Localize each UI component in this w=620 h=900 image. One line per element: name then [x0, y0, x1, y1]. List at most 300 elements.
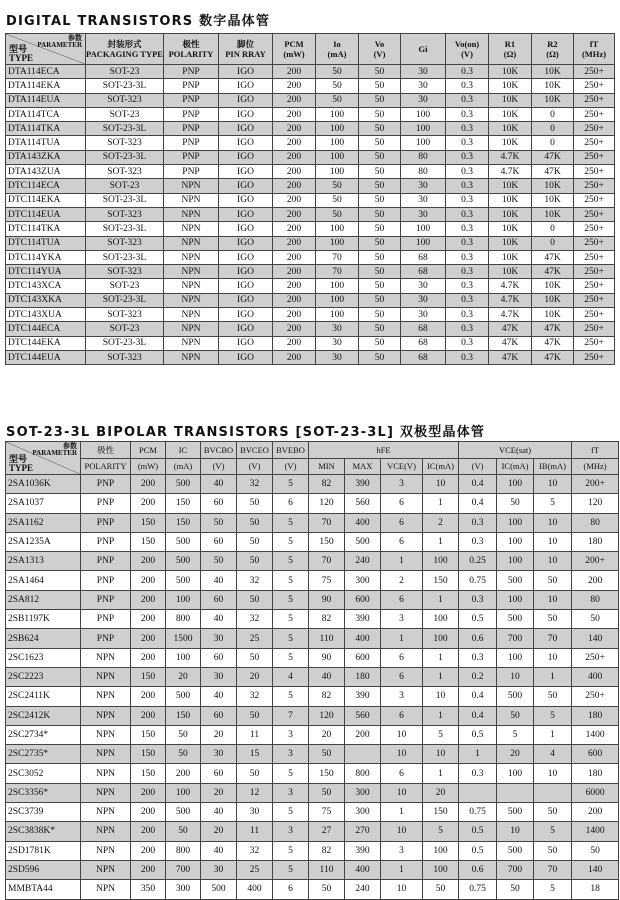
table-cell: 200+: [572, 552, 619, 571]
table-cell: 10K: [489, 207, 532, 221]
part-number-cell: 2SA812: [6, 590, 81, 609]
table-cell: 0.3: [446, 179, 489, 193]
table-cell: 500: [497, 803, 534, 822]
table-cell: 20: [201, 783, 237, 802]
table-cell: 100: [401, 122, 446, 136]
table-cell: 20: [201, 822, 237, 841]
table-row: [6, 236, 615, 250]
table-cell: 560: [345, 494, 381, 513]
table-cell: 100: [497, 552, 534, 571]
header-pcm: PCM (mW): [273, 34, 316, 65]
table-cell: NPN: [81, 880, 131, 899]
table-cell: 250+: [572, 648, 619, 667]
table-cell: 250+: [574, 322, 615, 336]
table-cell: 200: [131, 822, 166, 841]
table-cell: 30: [201, 745, 237, 764]
table-cell: 0.3: [446, 222, 489, 236]
table-cell: 200: [131, 494, 166, 513]
table-cell: 0.3: [446, 308, 489, 322]
table-cell: 1: [423, 706, 459, 725]
table-cell: [497, 783, 534, 802]
table-cell: 700: [497, 629, 534, 648]
part-number-cell: 2SA1313: [6, 552, 81, 571]
table-cell: 600: [345, 648, 381, 667]
header-vcesat-ic: IC(mA): [497, 458, 534, 475]
table-cell: 0.5: [459, 725, 497, 744]
part-number-cell: DTC144EKA: [6, 336, 86, 350]
table-cell: 250+: [574, 107, 615, 121]
table-cell: 5: [273, 648, 309, 667]
table-cell: PNP: [81, 494, 131, 513]
table-cell: 70: [316, 250, 359, 264]
corner-parameter-cn: 参数: [63, 442, 77, 450]
table-cell: 0: [532, 222, 574, 236]
table-cell: IGO: [219, 150, 273, 164]
table-cell: 100: [316, 165, 359, 179]
table-cell: 200: [273, 293, 316, 307]
table-cell: 500: [166, 475, 201, 494]
table-cell: 0.3: [459, 590, 497, 609]
table-cell: 100: [316, 122, 359, 136]
part-number-cell: 2SC2223: [6, 667, 81, 686]
table-cell: 30: [316, 336, 359, 350]
table-row: [6, 222, 615, 236]
table-cell: 0.4: [459, 706, 497, 725]
table-cell: 32: [237, 475, 273, 494]
table-cell: SOT-23-3L: [86, 79, 164, 93]
table-cell: NPN: [164, 293, 219, 307]
table-cell: 100: [316, 136, 359, 150]
table-cell: 300: [166, 880, 201, 899]
table-cell: 200: [273, 107, 316, 121]
table-row: [6, 648, 619, 667]
part-number-cell: DTA143ZUA: [6, 165, 86, 179]
table-cell: 10K: [532, 279, 574, 293]
table-cell: PNP: [164, 65, 219, 79]
table-cell: 50: [359, 279, 401, 293]
part-number-cell: DTC114EUA: [6, 207, 86, 221]
table-cell: 250+: [574, 179, 615, 193]
table-cell: 70: [316, 265, 359, 279]
part-number-cell: 2SC2412K: [6, 706, 81, 725]
header-ic: IC: [166, 442, 201, 459]
table-cell: 500: [497, 841, 534, 860]
header-ic-unit: (mA): [166, 458, 201, 475]
table-cell: 200: [273, 207, 316, 221]
table-cell: IGO: [219, 65, 273, 79]
table-cell: IGO: [219, 279, 273, 293]
table-cell: SOT-23-3L: [86, 122, 164, 136]
table-cell: 100: [166, 783, 201, 802]
table-cell: 250+: [574, 222, 615, 236]
table-cell: 3: [273, 783, 309, 802]
table-cell: NPN: [81, 667, 131, 686]
table-cell: 70: [309, 513, 345, 532]
table-cell: 0.75: [459, 571, 497, 590]
table-row: [6, 207, 615, 221]
table-cell: 30: [401, 279, 446, 293]
table-cell: 180: [345, 667, 381, 686]
table-cell: IGO: [219, 122, 273, 136]
table-cell: 150: [131, 725, 166, 744]
table-cell: 100: [497, 764, 534, 783]
table-cell: 240: [345, 552, 381, 571]
table-cell: 200: [131, 552, 166, 571]
table-cell: IGO: [219, 222, 273, 236]
table-cell: IGO: [219, 265, 273, 279]
table-cell: 10K: [489, 265, 532, 279]
table-cell: 0.3: [446, 165, 489, 179]
table-cell: 5: [273, 610, 309, 629]
table-cell: 6: [273, 494, 309, 513]
table-cell: 10: [534, 513, 572, 532]
table-cell: 200: [131, 687, 166, 706]
table-cell: NPN: [164, 222, 219, 236]
table-cell: 50: [497, 494, 534, 513]
table-cell: 30: [316, 322, 359, 336]
header-ft: fT: [572, 442, 619, 459]
part-number-cell: 2SA1162: [6, 513, 81, 532]
header-bvceo-unit: (V): [237, 458, 273, 475]
table-cell: 400: [345, 860, 381, 879]
table-cell: IGO: [219, 136, 273, 150]
table-cell: 250+: [574, 79, 615, 93]
table-cell: 15: [237, 745, 273, 764]
table-cell: 3: [381, 687, 423, 706]
table-cell: 6: [381, 590, 423, 609]
table-cell: 1: [423, 764, 459, 783]
header-hfe-max: MAX: [345, 458, 381, 475]
table-cell: 82: [309, 610, 345, 629]
table-cell: 10: [381, 725, 423, 744]
table-row: [6, 880, 619, 899]
table-cell: 200: [345, 725, 381, 744]
table-cell: 10: [534, 532, 572, 551]
table-cell: 200: [572, 571, 619, 590]
table-cell: 500: [166, 571, 201, 590]
table-cell: 200: [273, 265, 316, 279]
table-cell: 10: [381, 783, 423, 802]
table-cell: SOT-323: [86, 350, 164, 364]
table-cell: 47K: [532, 336, 574, 350]
table-cell: SOT-23: [86, 65, 164, 79]
table-cell: 200: [572, 803, 619, 822]
table-cell: 50: [359, 207, 401, 221]
header-polarity-cn: 极性: [81, 442, 131, 459]
table-cell: 5: [273, 532, 309, 551]
table-cell: 6: [381, 532, 423, 551]
table-cell: 100: [316, 293, 359, 307]
table-cell: 50: [497, 880, 534, 899]
table-cell: 140: [572, 860, 619, 879]
table-cell: NPN: [164, 193, 219, 207]
header-vcesat-v: (V): [459, 458, 497, 475]
table-cell: 5: [273, 803, 309, 822]
table-cell: SOT-23: [86, 322, 164, 336]
table-cell: 50: [237, 494, 273, 513]
table-cell: SOT-23-3L: [86, 293, 164, 307]
table-cell: 200: [131, 610, 166, 629]
table-cell: 20: [309, 725, 345, 744]
table-cell: 200: [131, 860, 166, 879]
part-number-cell: DTC114TUA: [6, 236, 86, 250]
table-cell: 150: [166, 494, 201, 513]
table-cell: 20: [423, 783, 459, 802]
table-cell: 500: [497, 610, 534, 629]
table-cell: 10K: [532, 65, 574, 79]
table-cell: NPN: [81, 648, 131, 667]
table-cell: 10: [381, 880, 423, 899]
table-cell: 120: [572, 494, 619, 513]
table-cell: 250+: [574, 193, 615, 207]
part-number-cell: MMBTA44: [6, 880, 81, 899]
table-cell: 5: [273, 687, 309, 706]
table-cell: 110: [309, 629, 345, 648]
table-cell: 100: [497, 590, 534, 609]
table-row: [6, 293, 615, 307]
table-cell: 50: [237, 764, 273, 783]
table-cell: 250+: [572, 687, 619, 706]
header-vo-on: Vo(on) (V): [446, 34, 489, 65]
table-cell: 100: [423, 860, 459, 879]
table-cell: 200: [131, 803, 166, 822]
table-cell: 1400: [572, 822, 619, 841]
bipolar-transistors-title: SOT-23-3L BIPOLAR TRANSISTORS [SOT-23-3L] 双极型晶体管: [6, 425, 486, 440]
table-cell: 50: [359, 293, 401, 307]
table-cell: PNP: [164, 107, 219, 121]
table-row: [6, 475, 619, 494]
table-cell: 1500: [166, 629, 201, 648]
header-vcesat: VCE(sat): [459, 442, 572, 459]
table-row: [6, 783, 619, 802]
table-cell: 100: [497, 513, 534, 532]
table-cell: 47K: [489, 322, 532, 336]
table-cell: 1: [381, 803, 423, 822]
table-cell: 30: [401, 207, 446, 221]
table-cell: 10K: [532, 207, 574, 221]
table-cell: 10: [497, 667, 534, 686]
table-row: [6, 308, 615, 322]
table-cell: SOT-23: [86, 179, 164, 193]
table-cell: 0.3: [446, 79, 489, 93]
table-cell: 250+: [574, 136, 615, 150]
table-cell: 0.3: [446, 193, 489, 207]
table-cell: 100: [316, 236, 359, 250]
table-cell: 30: [401, 65, 446, 79]
table-cell: 50: [534, 610, 572, 629]
table-cell: 32: [237, 571, 273, 590]
table-cell: NPN: [81, 803, 131, 822]
part-number-cell: 2SD1781K: [6, 841, 81, 860]
table-cell: 200: [273, 193, 316, 207]
table-cell: 10K: [532, 308, 574, 322]
table-cell: 800: [166, 841, 201, 860]
table-cell: 400: [345, 513, 381, 532]
table-cell: 1400: [572, 725, 619, 744]
table-cell: 150: [131, 764, 166, 783]
table-cell: 800: [166, 610, 201, 629]
table-cell: 200: [131, 629, 166, 648]
table-cell: NPN: [164, 207, 219, 221]
table-cell: 10: [423, 687, 459, 706]
table-cell: 3: [381, 610, 423, 629]
table-cell: 5: [273, 513, 309, 532]
bipolar-transistors-table: [5, 441, 619, 900]
corner-type-cn: 型号: [9, 44, 28, 54]
table-row: [6, 610, 619, 629]
table-cell: 82: [309, 475, 345, 494]
table-row: [6, 279, 615, 293]
table-row: [6, 136, 615, 150]
corner-type-en: TYPE: [9, 463, 34, 473]
part-number-cell: 2SC1623: [6, 648, 81, 667]
table-row: [6, 193, 615, 207]
table-cell: 100: [316, 279, 359, 293]
part-number-cell: 2SC3838K*: [6, 822, 81, 841]
table-cell: 0.3: [446, 236, 489, 250]
table-row: [6, 250, 615, 264]
table-row: [6, 803, 619, 822]
table-cell: [459, 783, 497, 802]
table-cell: 0.3: [446, 350, 489, 364]
table-cell: 800: [345, 764, 381, 783]
table-cell: 150: [131, 513, 166, 532]
table-cell: PNP: [164, 165, 219, 179]
table-cell: PNP: [164, 122, 219, 136]
table-cell: 5: [273, 841, 309, 860]
table-cell: SOT-23-3L: [86, 150, 164, 164]
table-cell: 0: [532, 236, 574, 250]
table-cell: 100: [401, 236, 446, 250]
table-cell: 10K: [489, 193, 532, 207]
table-cell: 30: [201, 860, 237, 879]
digital-transistors-table: [5, 33, 615, 365]
table-cell: 50: [237, 513, 273, 532]
header-polarity-en: POLARITY: [81, 458, 131, 475]
table-cell: 100: [316, 107, 359, 121]
table-cell: 100: [497, 648, 534, 667]
table-cell: 5: [534, 880, 572, 899]
table-cell: IGO: [219, 207, 273, 221]
table-row: [6, 336, 615, 350]
table-row: [6, 841, 619, 860]
table-row: [6, 122, 615, 136]
table-row: [6, 764, 619, 783]
table-cell: 4.7K: [489, 308, 532, 322]
header-bvebo: BVEBO: [273, 442, 309, 459]
table-cell: 70: [534, 860, 572, 879]
table-cell: 50: [316, 79, 359, 93]
table-cell: 50: [572, 841, 619, 860]
part-number-cell: DTC114EKA: [6, 193, 86, 207]
table-cell: 1: [423, 667, 459, 686]
table-cell: 10K: [489, 65, 532, 79]
table-cell: 50: [237, 590, 273, 609]
table-cell: 6: [381, 764, 423, 783]
table-cell: 50: [201, 513, 237, 532]
table-cell: 250+: [574, 350, 615, 364]
table-row: [6, 745, 619, 764]
table-cell: 100: [316, 150, 359, 164]
table-cell: 0.3: [446, 93, 489, 107]
table-cell: 100: [497, 475, 534, 494]
table-cell: 150: [309, 764, 345, 783]
table-cell: 0.5: [459, 841, 497, 860]
table-cell: 270: [345, 822, 381, 841]
part-number-cell: 2SB624: [6, 629, 81, 648]
table-cell: 6: [273, 880, 309, 899]
table-cell: SOT-323: [86, 308, 164, 322]
table-cell: 32: [237, 687, 273, 706]
table-cell: 50: [359, 222, 401, 236]
part-number-cell: 2SB1197K: [6, 610, 81, 629]
table-cell: 50: [166, 725, 201, 744]
table-cell: 50: [166, 745, 201, 764]
table-cell: 10: [534, 648, 572, 667]
table-cell: 5: [534, 706, 572, 725]
table-cell: NPN: [164, 308, 219, 322]
table-cell: 0.4: [459, 475, 497, 494]
table-row: [6, 706, 619, 725]
table-cell: NPN: [81, 822, 131, 841]
part-number-cell: 2SC3052: [6, 764, 81, 783]
table-cell: NPN: [164, 336, 219, 350]
part-number-cell: 2SD596: [6, 860, 81, 879]
table-cell: 4.7K: [489, 279, 532, 293]
table-row: [6, 93, 615, 107]
table-cell: 40: [201, 475, 237, 494]
table-cell: 5: [273, 860, 309, 879]
table-cell: PNP: [164, 79, 219, 93]
part-number-cell: DTC114TKA: [6, 222, 86, 236]
table-cell: IGO: [219, 107, 273, 121]
table-cell: 100: [423, 552, 459, 571]
table-cell: 500: [166, 687, 201, 706]
table-cell: 50: [534, 687, 572, 706]
table-cell: 250+: [574, 207, 615, 221]
table-cell: NPN: [81, 687, 131, 706]
table-cell: 10K: [489, 236, 532, 250]
table-cell: 200: [131, 841, 166, 860]
table-cell: 200: [131, 783, 166, 802]
table-cell: 1: [381, 860, 423, 879]
table-cell: 200: [273, 65, 316, 79]
table-cell: 68: [401, 265, 446, 279]
table-row: [6, 822, 619, 841]
table-cell: 25: [237, 629, 273, 648]
header-bvebo-unit: (V): [273, 458, 309, 475]
table-cell: 10: [497, 822, 534, 841]
table-row: [6, 150, 615, 164]
table-cell: 6: [381, 494, 423, 513]
part-number-cell: DTC144EUA: [6, 350, 86, 364]
table-cell: 50: [309, 880, 345, 899]
part-number-cell: 2SC2734*: [6, 725, 81, 744]
table-cell: 20: [201, 725, 237, 744]
table-cell: NPN: [164, 322, 219, 336]
table-cell: 50: [534, 803, 572, 822]
table-cell: NPN: [81, 783, 131, 802]
table-cell: 1: [459, 745, 497, 764]
table-cell: 0.3: [459, 764, 497, 783]
table-cell: 60: [201, 590, 237, 609]
table-cell: 700: [166, 860, 201, 879]
table-cell: PNP: [81, 610, 131, 629]
table-cell: 250+: [574, 308, 615, 322]
table-cell: IGO: [219, 250, 273, 264]
table-cell: 50: [423, 880, 459, 899]
table-cell: 200: [273, 122, 316, 136]
